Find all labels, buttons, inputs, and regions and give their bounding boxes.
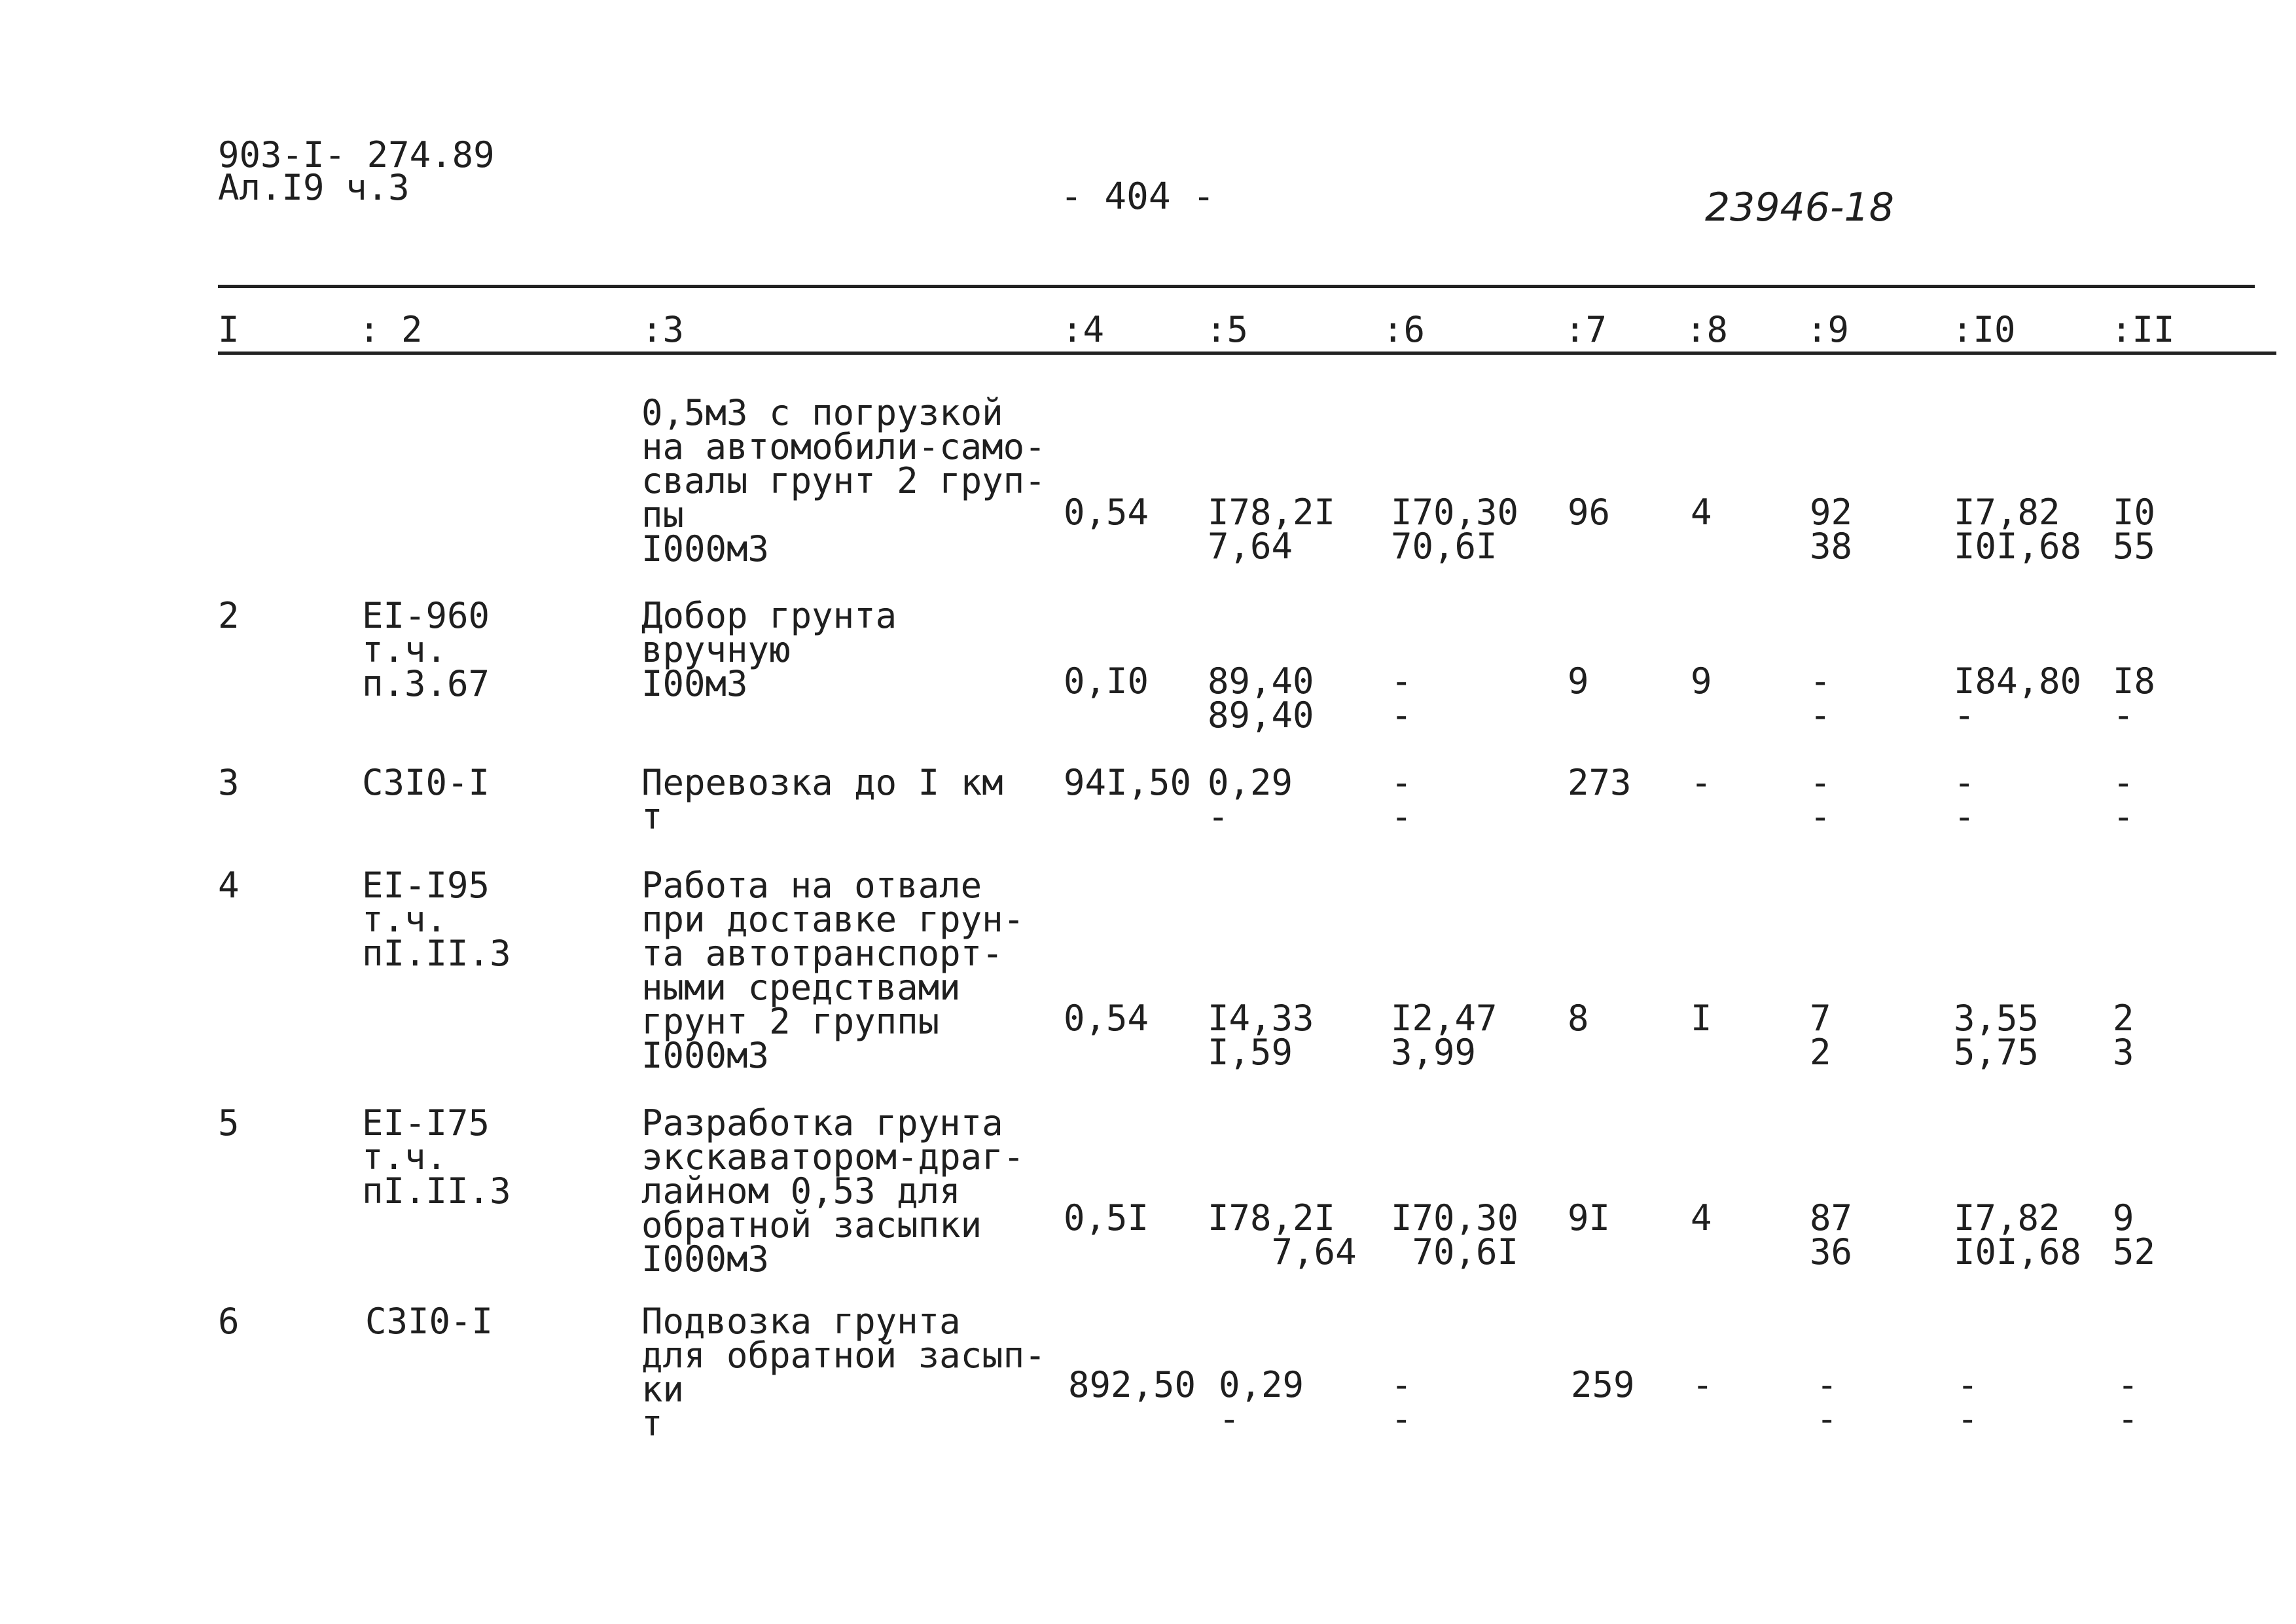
row-col5: 89,40 89,40 — [1208, 660, 1314, 736]
row-col5: 0,29 - — [1219, 1364, 1304, 1439]
row-col9: 7 2 — [1810, 998, 1831, 1073]
row-col6: - - — [1391, 1364, 1412, 1439]
row-col6: - - — [1391, 762, 1412, 837]
row-col9: - - — [1810, 762, 1831, 837]
row-number: 4 — [218, 865, 240, 906]
archive-number: 23946-18 — [1705, 185, 1894, 230]
document-code — [218, 134, 495, 208]
column-header-11: :II — [2111, 309, 2175, 350]
row-col5: I78,2I 7,64 — [1208, 492, 1336, 567]
row-col5: I4,33 I,59 — [1208, 998, 1314, 1073]
row-description: Работа на отвале при доставке грун- та автотранспорт- ными средствами грунт 2 группы I000м3 — [641, 865, 1025, 1076]
row-col4: 892,50 — [1068, 1364, 1196, 1405]
row-col8: - — [1692, 1364, 1713, 1405]
row-col10: I84,80 - — [1954, 660, 2082, 736]
column-header-1: I — [218, 309, 240, 350]
row-description: Разработка грунта экскаватором-драг- лайном 0,53 для обратной засыпки I000м3 — [641, 1102, 1025, 1280]
row-number: 6 — [218, 1301, 240, 1342]
row-code: EI-960 т.ч. п.3.67 — [362, 595, 490, 704]
row-col5: I78,2I 7,64 — [1208, 1197, 1357, 1272]
page-number: - 404 - — [1060, 175, 1215, 218]
column-header-2: : 2 — [359, 309, 423, 350]
row-col9: 92 38 — [1810, 492, 1853, 567]
row-col7: 9 — [1568, 660, 1589, 702]
row-col6: - - — [1391, 660, 1412, 736]
column-header-10: :I0 — [1952, 309, 2016, 350]
row-col9: - - — [1810, 660, 1831, 736]
row-col11: 9 52 — [2113, 1197, 2156, 1272]
row-col11: - - — [2117, 1364, 2139, 1439]
row-description: Добор грунта вручную I00м3 — [641, 595, 897, 704]
row-code: С3I0-I — [362, 762, 490, 803]
row-col8: - — [1691, 762, 1712, 803]
row-col9: 87 36 — [1810, 1197, 1853, 1272]
column-header-6: :6 — [1382, 309, 1426, 350]
row-col8: 4 — [1691, 492, 1712, 533]
row-col6: I2,47 3,99 — [1391, 998, 1498, 1073]
table-header-rule — [218, 352, 2276, 355]
row-col10: I7,82 I0I,68 — [1954, 492, 2082, 567]
column-header-9: :9 — [1806, 309, 1850, 350]
row-number: 5 — [218, 1102, 240, 1144]
row-col7: 259 — [1571, 1364, 1635, 1405]
document-code-line1: 903-I- 274.89 — [218, 134, 495, 175]
row-col4: 0,I0 — [1064, 660, 1149, 702]
row-description: 0,5м3 с погрузкой на автомобили-само- свалы грунт 2 груп- пы I000м3 — [641, 392, 1046, 569]
row-code: EI-I95 т.ч. пI.II.3 — [362, 865, 511, 974]
row-col11: I0 55 — [2113, 492, 2156, 567]
row-description: Подвозка грунта для обратной засып- ки т — [641, 1301, 1046, 1444]
row-col10: I7,82 I0I,68 — [1954, 1197, 2082, 1272]
row-description: Перевозка до I км т — [641, 762, 1003, 837]
row-col10: - - — [1957, 1364, 1979, 1439]
row-col11: I8 - — [2113, 660, 2156, 736]
column-header-4: :4 — [1062, 309, 1105, 350]
row-col8: 4 — [1691, 1197, 1712, 1238]
row-col7: 9I — [1568, 1197, 1611, 1238]
row-col7: 273 — [1568, 762, 1632, 803]
row-col10: - - — [1954, 762, 1975, 837]
row-col6: I70,30 70,6I — [1391, 492, 1519, 567]
column-header-8: :8 — [1685, 309, 1729, 350]
row-col8: I — [1691, 998, 1712, 1039]
column-header-5: :5 — [1206, 309, 1249, 350]
row-code: EI-I75 т.ч. пI.II.3 — [362, 1102, 511, 1212]
row-col4: 0,54 — [1064, 492, 1149, 533]
row-col6: I70,30 70,6I — [1391, 1197, 1519, 1272]
row-col9: - - — [1816, 1364, 1838, 1439]
row-col7: 8 — [1568, 998, 1589, 1039]
column-header-3: :3 — [641, 309, 685, 350]
row-col4: 0,5I — [1064, 1197, 1149, 1238]
column-header-7: :7 — [1564, 309, 1607, 350]
row-code: С3I0-I — [365, 1301, 493, 1342]
row-col7: 96 — [1568, 492, 1611, 533]
document-code-line2: Ал.I9 ч.3 — [218, 167, 410, 208]
row-col11: - - — [2113, 762, 2134, 837]
row-col10: 3,55 5,75 — [1954, 998, 2039, 1073]
row-col5: 0,29 - — [1208, 762, 1293, 837]
row-col8: 9 — [1691, 660, 1712, 702]
row-number: 2 — [218, 595, 240, 636]
row-number: 3 — [218, 762, 240, 803]
row-col4: 0,54 — [1064, 998, 1149, 1039]
table-top-rule — [218, 285, 2255, 288]
row-col4: 94I,50 — [1064, 762, 1192, 803]
row-col11: 2 3 — [2113, 998, 2134, 1073]
